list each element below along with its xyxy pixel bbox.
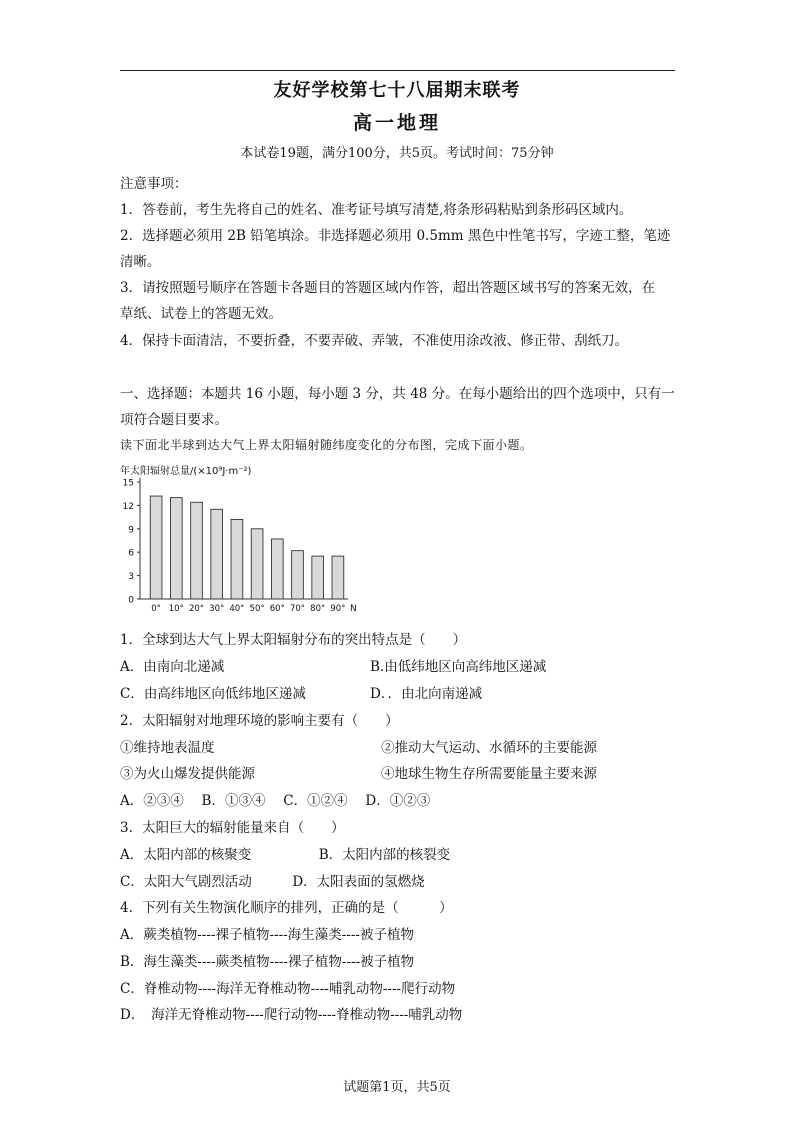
exam-info: 本试卷19题，满分100分，共5页。考试时间：75分钟 — [240, 146, 554, 161]
q1-stem: 1．全球到达大气上界太阳辐射分布的突出特点是（ ） — [120, 632, 467, 648]
note-line: 4．保持卡面清洁，不要折叠，不要弄破、弄皱，不准使用涂改液、修正带、刮纸刀。 — [120, 333, 629, 349]
chart-x-tick-label: 90° — [330, 604, 346, 614]
header-rule — [120, 70, 675, 71]
chart-y-tick-label: 3 — [128, 572, 134, 583]
q4-option-d: D． 海洋无脊椎动物----爬行动物----脊椎动物----哺乳动物 — [120, 1007, 463, 1023]
chart-bar — [211, 509, 223, 599]
chart-ylabel: 年太阳辐射总量/(×10⁹J·m⁻²) — [120, 466, 252, 477]
q3-stem: 3．太阳巨大的辐射能量来自（ ） — [120, 820, 345, 836]
q2-stem: 2．太阳辐射对地理环境的影响主要有（ ） — [120, 713, 399, 729]
chart-x-tick-label: 0° — [151, 604, 161, 614]
q4-stem: 4．下列有关生物演化顺序的排列，正确的是（ ） — [120, 900, 453, 916]
chart-bar — [271, 539, 283, 599]
note-line: 3．请按照题号顺序在答题卡各题目的答题区域内作答，超出答题区域书写的答案无效，在 — [120, 280, 656, 296]
chart-bar — [332, 556, 344, 599]
chart-bar — [150, 496, 162, 599]
chart-bar — [251, 529, 263, 599]
radiation-chart — [118, 462, 368, 622]
chart-y-tick-label: 6 — [128, 548, 134, 559]
q2-choices: A．②③④ B．①③④ C．①②④ D．①②③ — [120, 793, 431, 809]
note-line: 1．答卷前，考生先将自己的姓名、准考证号填写清楚,将条形码粘贴到条形码区域内。 — [120, 202, 633, 218]
page-footer: 试题第1页，共5页 — [343, 1080, 451, 1095]
q4-option-c: C．脊椎动物----海洋无脊椎动物----哺乳动物----爬行动物 — [120, 981, 456, 997]
q1-option-a: A．由南向北递减 — [120, 659, 225, 675]
note-line: 草纸、试卷上的答题无效。 — [120, 306, 282, 322]
section1-intro: 读下面北半球到达大气上界太阳辐射随纬度变化的分布图，完成下面小题。 — [120, 438, 533, 452]
chart-y-tick-label: 12 — [122, 501, 134, 512]
chart-y-tick-label: 0 — [128, 595, 134, 606]
chart-x-tick-label: 70° — [289, 604, 306, 614]
chart-x-tick-label: 30° — [209, 604, 225, 614]
chart-x-tick-label: 10° — [168, 604, 184, 614]
chart-x-tick-label: 80° — [310, 604, 326, 614]
q3-options-cd: C．太阳大气剧烈活动 D．太阳表面的氢燃烧 — [120, 874, 425, 890]
chart-bar — [231, 519, 243, 599]
chart-x-tick-label: 40° — [229, 604, 245, 614]
q1-option-b: B.由低纬地区向高纬地区递减 — [370, 659, 547, 675]
chart-y-tick-label: 15 — [122, 478, 134, 489]
chart-y-tick-label: 9 — [128, 525, 134, 536]
chart-bar — [191, 502, 203, 599]
q1-option-c: C．由高纬地区向低纬地区递减 — [120, 686, 306, 702]
q2-item-1: ①维持地表温度 — [120, 740, 215, 756]
section1-line1: 一、选择题：本题共 16 小题，每小题 3 分，共 48 分。在每小题给出的四个选项中，只有一 — [120, 386, 675, 402]
q3-options-ab: A．太阳内部的核聚变 B．太阳内部的核裂变 — [120, 847, 451, 863]
subject-title: 高一地理 — [352, 112, 441, 134]
chart-x-tick-label: 50° — [249, 604, 265, 614]
q2-item-4: ④地球生物生存所需要能量主要来源 — [381, 766, 597, 782]
q2-item-2: ②推动大气运动、水循环的主要能源 — [381, 740, 597, 756]
chart-svg — [118, 462, 368, 622]
q4-option-b: B．海生藻类----蕨类植物----裸子植物----被子植物 — [120, 954, 415, 970]
chart-bar — [170, 498, 182, 599]
q1-option-d: D．．由北向南递减 — [370, 686, 483, 702]
chart-x-tick-label: 60° — [269, 604, 285, 614]
q4-option-a: A．蕨类植物----裸子植物----海生藻类----被子植物 — [120, 927, 414, 943]
q2-item-3: ③为火山爆发提供能源 — [120, 766, 255, 782]
section1-line2: 项符合题目要求。 — [120, 412, 228, 428]
notes-heading: 注意事项： — [120, 176, 188, 192]
chart-x-tick-label: 20° — [188, 604, 205, 614]
note-line: 清晰。 — [120, 254, 161, 270]
chart-bar — [292, 551, 304, 599]
note-line: 2．选择题必须用 2B 铅笔填涂。非选择题必须用 0.5mm 黑色中性笔书写，字迹工整，笔迹 — [120, 228, 671, 244]
chart-x-suffix-label: N — [350, 604, 357, 614]
chart-bar — [312, 556, 324, 599]
school-title: 友好学校第七十八届期末联考 — [273, 80, 521, 101]
